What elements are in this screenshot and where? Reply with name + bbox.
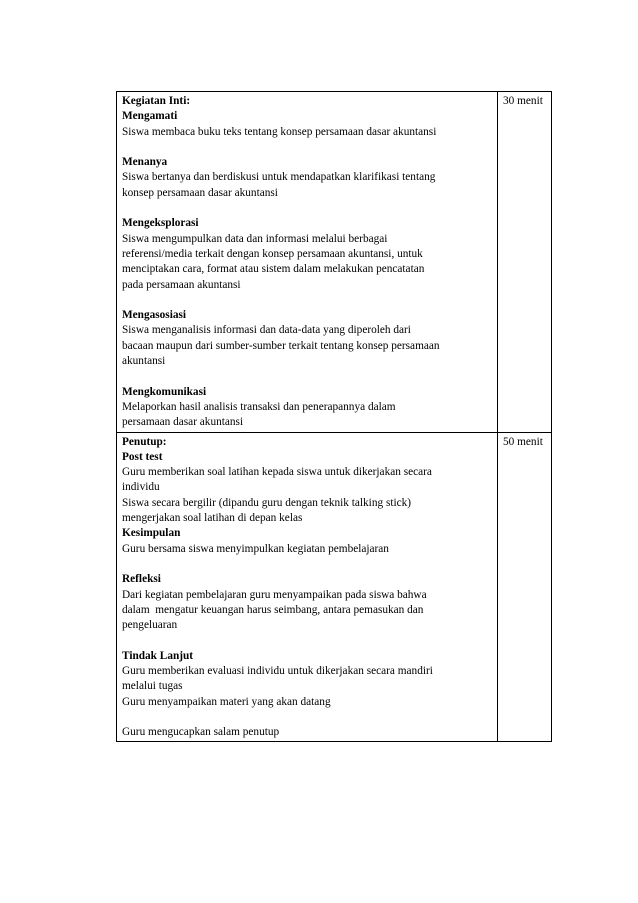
- menanya-line: Siswa bertanya dan berdiskusi untuk mendapatkan klarifikasi tentang: [122, 171, 436, 184]
- penutup-cell: [117, 432, 498, 742]
- spacer: [122, 369, 493, 384]
- post-test-line: individu: [122, 481, 160, 494]
- spacer: [122, 140, 493, 155]
- mengeksplorasi-line: menciptakan cara, format atau sistem dalam melakukan pencatatan: [122, 263, 425, 276]
- spacer: [122, 633, 493, 648]
- lesson-activity-table: [116, 91, 552, 742]
- post-test-line: mengerjakan soal latihan di depan kelas: [122, 512, 303, 525]
- spacer: [122, 710, 493, 725]
- mengkomunikasi-line: Melaporkan hasil analisis transaksi dan penerapannya dalam: [122, 400, 396, 413]
- closing-line: Guru mengucapkan salam penutup: [122, 726, 280, 739]
- tindak-lanjut-line: melalui tugas: [122, 680, 183, 693]
- tindak-lanjut-line: Guru memberikan evaluasi individu untuk dikerjakan secara mandiri: [122, 664, 433, 677]
- post-test-line: Guru memberikan soal latihan kepada siswa untuk dikerjakan secara: [122, 466, 432, 479]
- kegiatan-inti-cell: [117, 92, 498, 433]
- spacer: [122, 201, 493, 216]
- mengkomunikasi-title: Mengkomunikasi: [122, 385, 207, 398]
- post-test-title: Post test: [122, 450, 163, 463]
- refleksi-line: Dari kegiatan pembelajaran guru menyampaikan pada siswa bahwa: [122, 588, 427, 601]
- mengasosiasi-line: Siswa menganalisis informasi dan data-data yang diperoleh dari: [122, 324, 411, 337]
- mengeksplorasi-line: Siswa mengumpulkan data dan informasi melalui berbagai: [122, 232, 388, 245]
- refleksi-line: dalam mengatur keuangan harus seimbang, antara pemasukan dan: [122, 603, 424, 616]
- mengasosiasi-title: Mengasosiasi: [122, 309, 187, 322]
- mengeksplorasi-line: referensi/media terkait dengan konsep persamaan akuntansi, untuk: [122, 247, 423, 260]
- menanya-title: Menanya: [122, 156, 168, 169]
- spacer: [122, 293, 493, 308]
- refleksi-line: pengeluaran: [122, 619, 178, 632]
- mengasosiasi-line: akuntansi: [122, 355, 166, 368]
- kesimpulan-line: Guru bersama siswa menyimpulkan kegiatan pembelajaran: [122, 542, 389, 555]
- mengamati-title: Mengamati: [122, 110, 178, 123]
- penutup-heading: Penutup:: [122, 435, 167, 448]
- table-row-kegiatan-inti: [117, 92, 552, 433]
- post-test-line: Siswa secara bergilir (dipandu guru dengan teknik talking stick): [122, 496, 412, 509]
- mengkomunikasi-line: persamaan dasar akuntansi: [122, 416, 244, 429]
- mengeksplorasi-line: pada persamaan akuntansi: [122, 278, 241, 291]
- kegiatan-inti-time-cell: [498, 92, 552, 433]
- tindak-lanjut-line: Guru menyampaikan materi yang akan datang: [122, 695, 331, 708]
- mengasosiasi-line: bacaan maupun dari sumber-sumber terkait tentang konsep persamaan: [122, 339, 440, 352]
- penutup-time-cell: [498, 432, 552, 742]
- penutup-duration: 50 menit: [503, 435, 543, 448]
- kegiatan-inti-heading: Kegiatan Inti:: [122, 95, 191, 107]
- menanya-line: konsep persamaan dasar akuntansi: [122, 186, 278, 199]
- tindak-lanjut-title: Tindak Lanjut: [122, 649, 194, 662]
- kegiatan-inti-duration: 30 menit: [503, 95, 543, 107]
- spacer: [122, 557, 493, 572]
- table-row-penutup: [117, 432, 552, 742]
- mengeksplorasi-title: Mengeksplorasi: [122, 217, 199, 230]
- kesimpulan-title: Kesimpulan: [122, 527, 181, 540]
- mengamati-line: Siswa membaca buku teks tentang konsep persamaan dasar akuntansi: [122, 125, 437, 138]
- refleksi-title: Refleksi: [122, 573, 161, 586]
